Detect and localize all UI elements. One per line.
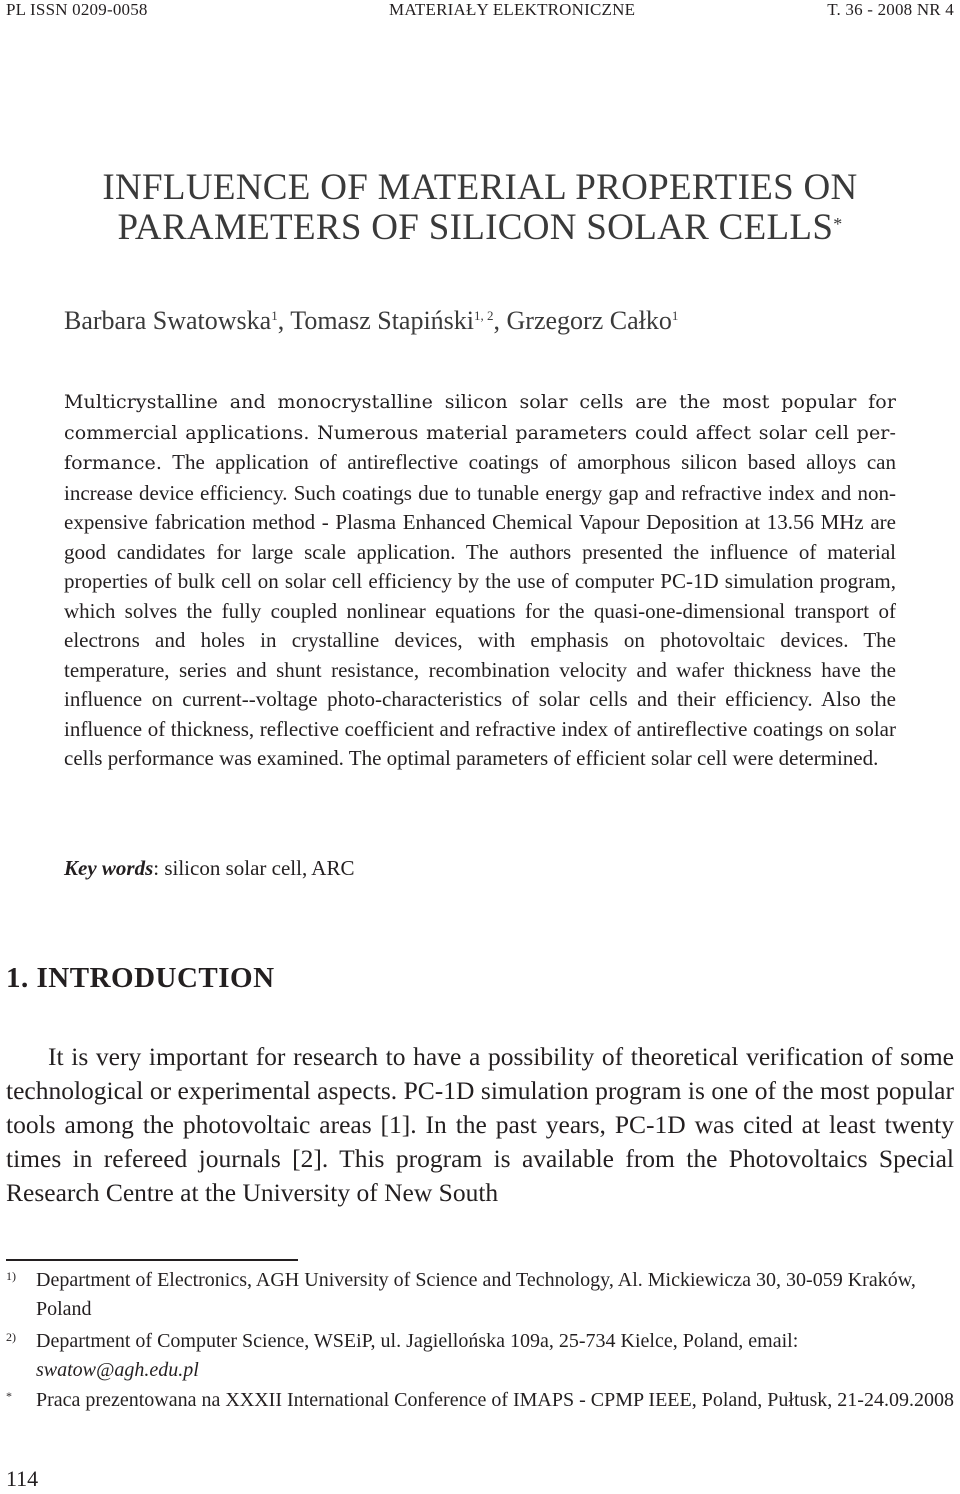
keywords-label: Key words — [64, 856, 154, 880]
abstract — [64, 387, 896, 774]
author-name: Barbara Swatowska — [64, 306, 272, 335]
footnote-rule — [6, 1259, 298, 1261]
abstract-part-2: The application of antireflective coatings of amorphous silicon based alloys can increase device efficiency. Such coatings due to tunable energy gap and refractive index and non-expensive fabrication method - Plasma Enhanced Chemical Vapour Deposition at 13.56 MHz are good candidates for large scale application. The authors presented the influence of material properties of bulk cell on solar cell efficiency by the use of computer PC-1D simulation program, which solves the fully coupled nonlinear equations for the quasi-one-dimensional transport of electrons and holes in crystalline devices, with emphasis on photovoltaic devices. The temperature, series and shunt resistance, recombination velocity and wafer thickness have the influence on current--voltage photo-characteristics of solar cells and their efficiency. Also the influence of thickness, reflective coefficient and refractive index of antireflective coatings on solar cells performance was examined. The optimal parameters of efficient solar cell were determined. — [64, 450, 896, 770]
author-affiliation: 1 — [271, 308, 278, 323]
section-heading: 1. INTRODUCTION — [6, 962, 275, 994]
title-footnote-mark: * — [833, 214, 843, 234]
footnote-text: Praca prezentowana na XXXII International Conference of IMAPS - CPMP IEEE, Poland, Pułtusk, 21-24.09.2008 — [36, 1389, 954, 1411]
page-number: 114 — [6, 1466, 39, 1491]
author-name: Grzegorz Całko — [506, 306, 672, 335]
keywords-value: : silicon solar cell, ARC — [153, 856, 355, 880]
running-header — [6, 0, 954, 24]
introduction-paragraph — [6, 1040, 954, 1210]
paper-title — [0, 168, 960, 248]
author-affiliation: 1, 2 — [474, 308, 494, 323]
footnote-text: Department of Electronics, AGH University of Science and Technology, Al. Mickiewicza 30, 30-059 Kraków, Poland — [36, 1269, 916, 1320]
title-line-2: PARAMETERS OF SILICON SOLAR CELLS* — [117, 207, 843, 248]
author-affiliation: 1 — [671, 308, 679, 323]
volume-issue: T. 36 - 2008 NR 4 — [827, 0, 954, 19]
title-line-1: INFLUENCE OF MATERIAL PROPERTIES ON — [102, 167, 858, 208]
footnote-mark: 1) — [6, 1269, 16, 1283]
author-list: Barbara Swatowska$^1$, Tomasz Stapiński$^{1, 2}$, Grzegorz Całko$^1$ — [64, 306, 679, 335]
footnote-text: Department of Computer Science, WSEiP, ul. Jagiellońska 109a, 25-734 Kielce, Poland, email: — [36, 1330, 799, 1352]
journal-name: MATERIAŁY ELEKTRONICZNE — [389, 0, 636, 19]
issn: PL ISSN 0209-0058 — [6, 0, 148, 19]
footnote-mark: * — [6, 1389, 12, 1403]
keywords — [64, 856, 354, 881]
email-link[interactable]: swatow@agh.edu.pl — [36, 1359, 199, 1381]
author-name: Tomasz Stapiński — [290, 306, 475, 335]
introduction-text: It is very important for research to have a possibility of theoretical verification of some technological or experimental aspects. PC-1D simulation program is one of the most popular tools among the photovoltaic areas [1]. In the past years, PC-1D was cited at least twenty times in refereed journals [2]. This program is available from the Photovoltaics Special Research Centre at the University of New South — [6, 1042, 954, 1207]
abstract-part-1: Multicrystalline and monocrystalline silicon solar cells are the most popular for commercial applications. Numerous material parameters could affect solar cell per-formance. — [64, 391, 896, 474]
footnote-mark: 2) — [6, 1330, 16, 1344]
